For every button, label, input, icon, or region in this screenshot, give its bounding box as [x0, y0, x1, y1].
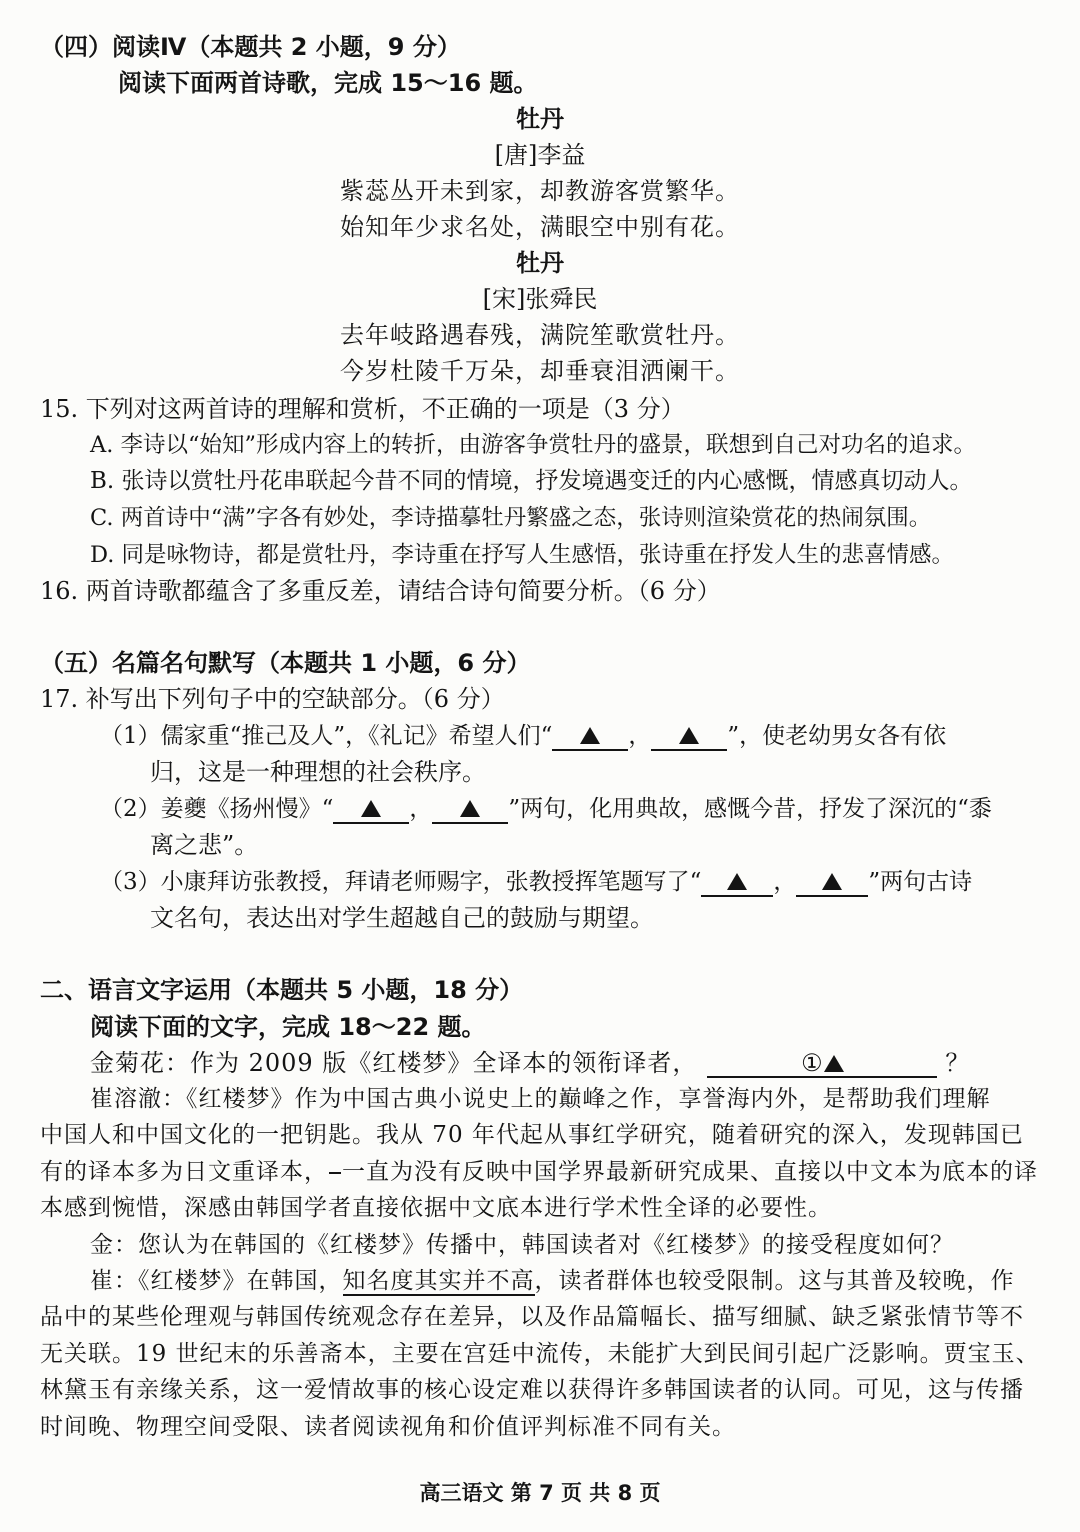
- cui-2-line-1-a: 崔：《红楼梦》在韩国，: [90, 1268, 343, 1294]
- passage-cui-1-line-3: [40, 1157, 1038, 1187]
- poem-1-line-2: 始知年少求名处，满眼空中别有花。: [340, 213, 740, 241]
- triangle-marker-icon: [727, 873, 747, 890]
- answer-blank[interactable]: [796, 869, 868, 897]
- question-15-option-b: B. 张诗以赏牡丹花串联起今昔不同的情境，抒发境遇变迁的内心感慨，情感真切动人。: [90, 468, 973, 494]
- question-17-item-3-cont: 文名句，表达出对学生超越自己的鼓励与期望。: [150, 904, 654, 932]
- section-5-heading: （五）名篇名句默写（本题共 1 小题，6 分）: [40, 649, 531, 677]
- passage-jin-1: [90, 1048, 970, 1078]
- section-4-heading: （四）阅读Ⅳ（本题共 2 小题，9 分）: [40, 33, 461, 61]
- page-footer: 高三语文 第 7 页 共 8 页: [419, 1481, 661, 1505]
- underline-mark: [329, 1172, 341, 1174]
- question-17-item-3: [100, 867, 972, 897]
- passage-cui-2-line-4: 林黛玉有亲缘关系，这一爱情故事的核心设定难以获得许多韩国读者的认同。可见，这与传播: [40, 1377, 1024, 1403]
- passage-jin-2: 金：您认为在韩国的《红楼梦》传播中，韩国读者对《红楼梦》的接受程度如何？: [90, 1232, 954, 1258]
- passage-cui-2-line-2: 品中的某些伦理观与韩国传统观念存在差异，以及作品篇幅长、描写细腻、缺乏紧张情节等不: [40, 1304, 1024, 1330]
- question-15-option-c: C. 两首诗中“满”字各有妙处，李诗描摹牡丹繁盛之态，张诗则渲染赏花的热闹氛围。: [90, 505, 932, 531]
- cui-1-line-3-a: 有的译本多为日文重译本，: [40, 1159, 328, 1185]
- triangle-marker-icon: [824, 1055, 844, 1072]
- triangle-marker-icon: [822, 873, 842, 890]
- question-15-option-a: A. 李诗以“始知”形成内容上的转折，由游客争赏牡丹的盛景，联想到自己对功名的追求。: [90, 432, 977, 458]
- q17-2-text-a: （2）姜夔《扬州慢》“: [100, 796, 334, 822]
- question-15-stem: 15. 下列对这两首诗的理解和赏析，不正确的一项是（3 分）: [40, 395, 685, 423]
- q17-1-text-a: （1）儒家重“推己及人”，《礼记》希望人们“: [100, 723, 553, 749]
- comma: ，: [773, 869, 797, 895]
- question-16-stem: 16. 两首诗歌都蕴含了多重反差，请结合诗句简要分析。（6 分）: [40, 577, 721, 605]
- answer-blank[interactable]: [333, 796, 409, 824]
- answer-blank[interactable]: [651, 723, 727, 751]
- poem-1-title: 牡丹: [516, 105, 564, 133]
- question-17-item-2-cont: 离之悲”。: [150, 831, 259, 859]
- poem-1-line-1: 紫蕊丛开未到家，却教游客赏繁华。: [340, 177, 740, 205]
- poem-2-line-2: 今岁杜陵千万朵，却垂衰泪洒阑干。: [340, 357, 740, 385]
- poem-2-title: 牡丹: [516, 249, 564, 277]
- question-17-item-1: [100, 721, 946, 751]
- cui-2-line-1-b: ，读者群体也较受限制。这与其普及较晚，作: [534, 1268, 1015, 1294]
- q17-2-text-b: ”两句，化用典故，感慨今昔，抒发了深沉的“黍: [508, 796, 992, 822]
- triangle-marker-icon: [460, 800, 480, 817]
- section-2-heading: 二、语言文字运用（本题共 5 小题，18 分）: [40, 976, 524, 1004]
- answer-blank[interactable]: [432, 796, 508, 824]
- question-17-item-2: [100, 794, 992, 824]
- poem-1-author: [唐]李益: [494, 141, 586, 169]
- cui-1-line-3-b: 一直为没有反映中国学界最新研究成果、直接以中文本为底本的译: [342, 1159, 1038, 1185]
- poem-2-author: [宋]张舜民: [482, 285, 598, 313]
- triangle-marker-icon: [580, 727, 600, 744]
- question-mark: ？: [945, 1049, 971, 1077]
- comma: ，: [628, 723, 652, 749]
- poem-2-line-1: 去年岐路遇春残，满院笙歌赏牡丹。: [340, 321, 740, 349]
- question-17-stem: 17. 补写出下列句子中的空缺部分。（6 分）: [40, 685, 505, 713]
- section-4-instruction: 阅读下面两首诗歌，完成 15～16 题。: [118, 69, 538, 97]
- comma: ，: [409, 796, 433, 822]
- passage-cui-2-line-1: [90, 1266, 1015, 1296]
- answer-blank[interactable]: [701, 869, 773, 897]
- question-17-item-1-cont: 归，这是一种理想的社会秩序。: [150, 758, 486, 786]
- triangle-marker-icon: [361, 800, 381, 817]
- passage-cui-2-line-3: 无关联。19 世纪末的乐善斋本，主要在宫廷中流传，未能扩大到民间引起广泛影响。贾宝玉、: [40, 1341, 1040, 1367]
- q17-3-text-a: （3）小康拜访张教授，拜请老师赐字，张教授挥笔题写了“: [100, 869, 702, 895]
- q17-3-text-b: ”两句古诗: [868, 869, 973, 895]
- passage-cui-1-line-1: 崔溶澈：《红楼梦》作为中国古典小说史上的巅峰之作，享誉海内外，是帮助我们理解: [90, 1086, 991, 1112]
- answer-blank-1[interactable]: [707, 1050, 937, 1078]
- passage-cui-2-line-5: 时间晚、物理空间受限、读者阅读视角和价值评判标准不同有关。: [40, 1414, 736, 1440]
- question-15-option-d: D. 同是咏物诗，都是赏牡丹，李诗重在抒写人生感悟，张诗重在抒发人生的悲喜情感。: [90, 542, 955, 568]
- passage-cui-1-line-2: 中国人和中国文化的一把钥匙。我从 70 年代起从事红学研究，随着研究的深入，发现韩国已: [40, 1122, 1024, 1148]
- section-2-instruction: 阅读下面的文字，完成 18～22 题。: [90, 1013, 486, 1041]
- passage-cui-1-line-4: 本感到惋惜，深感由韩国学者直接依据中文底本进行学术性全译的必要性。: [40, 1195, 832, 1221]
- blank-number: ①: [801, 1049, 824, 1077]
- jin-1-text: 金菊花：作为 2009 版《红楼梦》全译本的领衔译者，: [90, 1049, 698, 1077]
- q17-1-text-b: ”，使老幼男女各有依: [727, 723, 947, 749]
- triangle-marker-icon: [679, 727, 699, 744]
- underlined-phrase: 知名度其实并不高: [342, 1268, 535, 1294]
- answer-blank[interactable]: [552, 723, 628, 751]
